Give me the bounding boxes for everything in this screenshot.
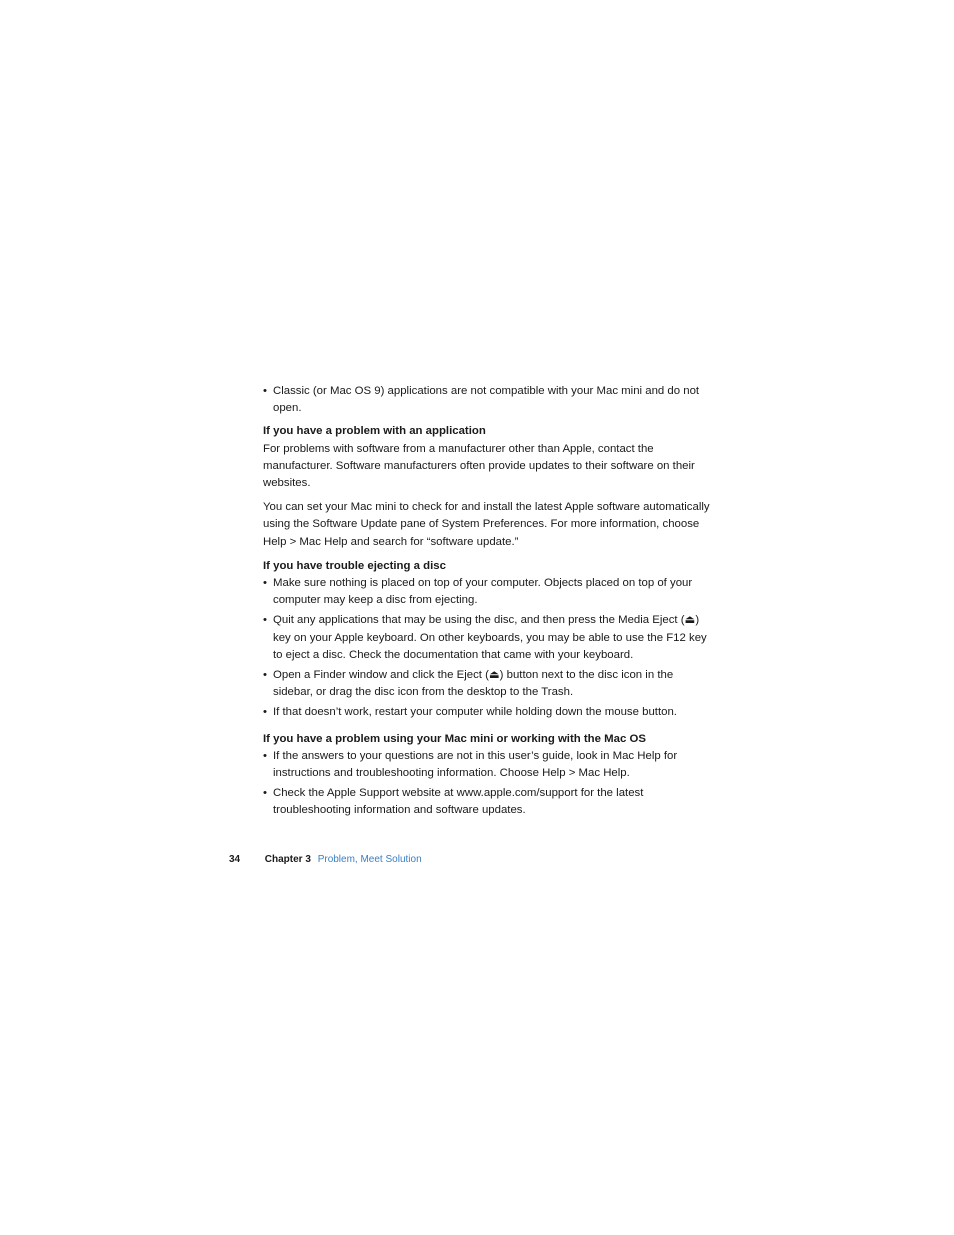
page-number: 34 — [229, 854, 241, 865]
section-heading-application: If you have a problem with an application — [263, 425, 486, 438]
section-heading-eject: If you have trouble ejecting a disc — [263, 559, 446, 572]
bullet-marker: • — [263, 669, 267, 682]
list-item — [263, 667, 711, 701]
page-footer — [229, 852, 422, 868]
bullet-marker: • — [263, 706, 267, 719]
bullet-text: Make sure nothing is placed on top of your computer. Objects placed on top of your computer may keep a disc from ejecting. — [273, 577, 693, 607]
bullet-marker: • — [263, 385, 267, 397]
list-item — [263, 575, 711, 609]
bullet-marker: • — [263, 787, 267, 800]
list-item — [263, 785, 711, 819]
list-item — [263, 704, 711, 721]
bullet-text: Open a Finder window and click the Eject (⏏) button next to the disc icon in the sidebar, or drag the disc icon from the desktop to the Trash. — [273, 669, 674, 699]
list-item — [263, 748, 711, 782]
list-item — [263, 383, 711, 417]
bullet-text: Check the Apple Support website at www.apple.com/support for the latest troubleshooting information and software updates. — [273, 787, 644, 817]
bullet-text: If that doesn’t work, restart your computer while holding down the mouse button. — [273, 706, 677, 719]
paragraph-application-2: You can set your Mac mini to check for and install the latest Apple software automatically using the Software Update pane of System Preferences. For more information, choose Help > Mac Help and search for “software update.” — [263, 501, 710, 548]
bullet-marker: • — [263, 614, 267, 627]
bullet-text: If the answers to your questions are not in this user’s guide, look in Mac Help for instructions and troubleshooting information. Choose Help > Mac Help. — [273, 749, 678, 780]
bullet-marker: • — [263, 577, 267, 590]
page-content — [263, 383, 711, 823]
chapter-title: Problem, Meet Solution — [317, 854, 422, 865]
list-item — [263, 612, 711, 664]
bullet-marker: • — [263, 749, 267, 762]
paragraph-application-1: For problems with software from a manufacturer other than Apple, contact the manufacturer. Software manufacturers often provide updates to their software on their websites. — [263, 442, 695, 490]
bullet-text: Quit any applications that may be using the disc, and then press the Media Eject (⏏) key on your Apple keyboard. On other keyboards, you may be able to use the F12 key to eject a disc. Check the documentation that came with your keyboard. — [273, 614, 707, 661]
bullet-text: Classic (or Mac OS 9) applications are not compatible with your Mac mini and do not open. — [273, 385, 700, 415]
section-heading-macos: If you have a problem using your Mac mini or working with the Mac OS — [263, 732, 646, 745]
chapter-label: Chapter 3 — [264, 854, 311, 865]
